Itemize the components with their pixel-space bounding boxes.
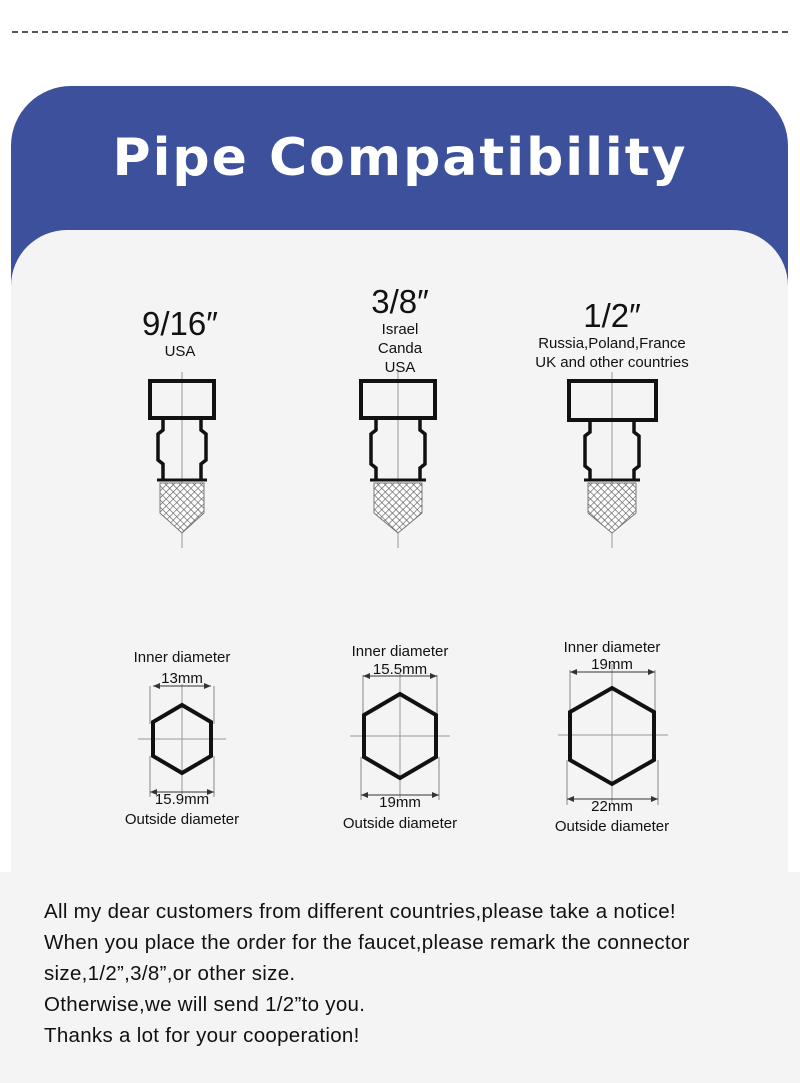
connector-country: UK and other countries (535, 354, 689, 371)
notice-line: All my dear customers from different countries,please take a notice! (44, 900, 676, 923)
connector-size: 1/2″ (583, 297, 641, 334)
connector-country: USA (164, 343, 196, 360)
outside-diameter-value: 15.9mm (154, 791, 210, 808)
outside-diameter-label: Outside diameter (124, 811, 240, 828)
outside-diameter-value: 19mm (379, 794, 421, 811)
notice-line: Thanks a lot for your cooperation! (44, 1024, 360, 1047)
notice-line: size,1/2”,3/8”,or other size. (44, 962, 296, 985)
notice-line: When you place the order for the faucet,please remark the connector (44, 931, 690, 954)
customer-notice (44, 896, 784, 1051)
connector-size: 9/16″ (142, 305, 218, 342)
outside-diameter-label: Outside diameter (554, 818, 670, 835)
connector-country: Russia,Poland,France (538, 335, 686, 352)
inner-diameter-label: Inner diameter (351, 643, 449, 660)
page-title: Pipe Compatibility (112, 128, 688, 188)
connector-country: Israel (381, 321, 419, 338)
connector-country: Canda (377, 340, 423, 357)
notice-line: Otherwise,we will send 1/2”to you. (44, 993, 366, 1016)
outside-diameter-label: Outside diameter (342, 815, 458, 832)
inner-diameter-value: 15.5mm (372, 661, 428, 678)
inner-diameter-value: 13mm (161, 670, 203, 687)
inner-diameter-label: Inner diameter (563, 639, 661, 656)
inner-diameter-value: 19mm (591, 656, 633, 673)
connector-size: 3/8″ (371, 283, 429, 320)
outside-diameter-value: 22mm (591, 798, 633, 815)
connector-country: USA (384, 359, 416, 376)
inner-diameter-label: Inner diameter (133, 649, 231, 666)
